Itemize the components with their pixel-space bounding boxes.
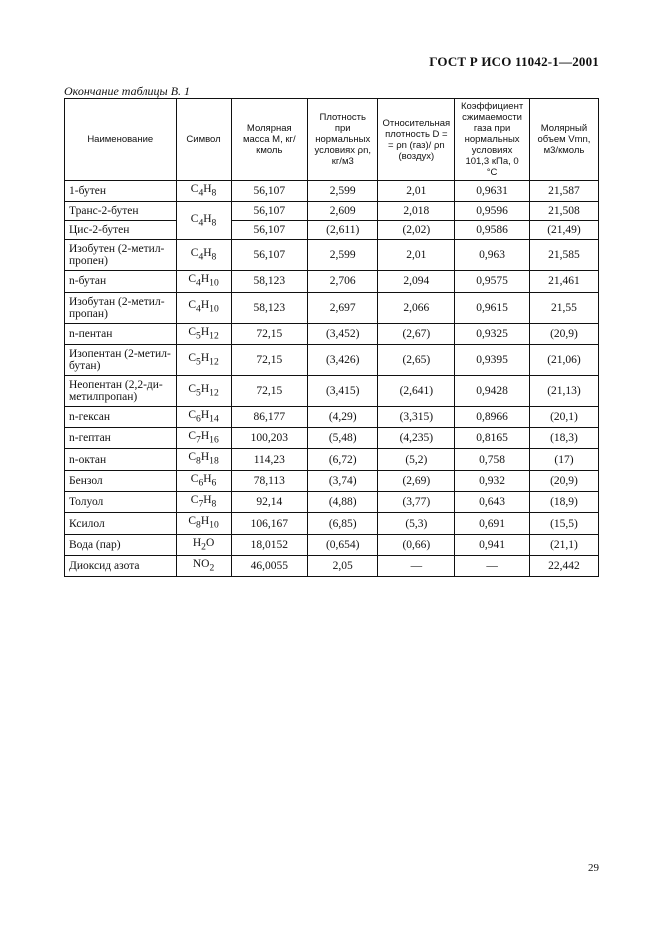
molar-mass-cell: 78,113: [231, 470, 307, 491]
density-cell: (3,74): [307, 470, 378, 491]
table-row: [65, 240, 599, 271]
name-cell: Транс-2-бутен: [65, 202, 177, 221]
column-header-name: Наименование: [65, 99, 177, 181]
molar-mass-cell: 72,15: [231, 344, 307, 375]
relative-density-cell: 2,01: [378, 240, 455, 271]
relative-density-cell: (5,2): [378, 449, 455, 470]
table-row: [65, 470, 599, 491]
name-cell: 1-бутен: [65, 181, 177, 202]
relative-density-cell: 2,018: [378, 202, 455, 221]
compressibility-cell: 0,932: [455, 470, 530, 491]
molar-mass-cell: 100,203: [231, 428, 307, 449]
name-cell: Изобутан (2-метил-пропан): [65, 292, 177, 323]
density-cell: (3,452): [307, 323, 378, 344]
name-cell: Вода (пар): [65, 534, 177, 555]
density-cell: (5,48): [307, 428, 378, 449]
compressibility-cell: 0,691: [455, 513, 530, 534]
symbol-cell: $C_5H_{12}$: [176, 344, 231, 375]
name-cell: n-гептан: [65, 428, 177, 449]
density-cell: 2,05: [307, 555, 378, 576]
table-row: [65, 292, 599, 323]
column-header-relative-density: Относительная плотность D = = ρn (газ)/ ρn (воздух): [378, 99, 455, 181]
density-cell: 2,697: [307, 292, 378, 323]
molar-volume-cell: (20,9): [529, 323, 598, 344]
compressibility-cell: 0,9575: [455, 271, 530, 292]
table-row: [65, 406, 599, 427]
name-cell: n-гексан: [65, 406, 177, 427]
compressibility-cell: 0,8165: [455, 428, 530, 449]
molar-mass-cell: 58,123: [231, 292, 307, 323]
molar-mass-cell: 56,107: [231, 240, 307, 271]
table-row: [65, 344, 599, 375]
density-cell: 2,706: [307, 271, 378, 292]
column-header-molar-volume: Молярный объем Vmn, м3/кмоль: [529, 99, 598, 181]
symbol-cell: $C_8H_{18}$: [176, 449, 231, 470]
density-cell: (3,415): [307, 375, 378, 406]
table-header-row: [65, 99, 599, 181]
symbol-cell: $C_7H_{16}$: [176, 428, 231, 449]
symbol-cell: $C_7H_8$: [176, 492, 231, 513]
molar-mass-cell: 86,177: [231, 406, 307, 427]
molar-mass-cell: 46,0055: [231, 555, 307, 576]
table-row: [65, 271, 599, 292]
relative-density-cell: (2,65): [378, 344, 455, 375]
page-number: 29: [588, 862, 599, 874]
compressibility-cell: 0,9596: [455, 202, 530, 221]
density-cell: (2,611): [307, 221, 378, 240]
symbol-cell: $C_4H_8$: [176, 240, 231, 271]
table-row: [65, 513, 599, 534]
symbol-cell: $C_5H_{12}$: [176, 323, 231, 344]
standard-header: ГОСТ Р ИСО 11042-1—2001: [429, 54, 599, 69]
name-cell: n-бутан: [65, 271, 177, 292]
molar-volume-cell: 21,585: [529, 240, 598, 271]
relative-density-cell: 2,01: [378, 181, 455, 202]
relative-density-cell: (2,67): [378, 323, 455, 344]
properties-table: [64, 98, 599, 577]
molar-volume-cell: (20,9): [529, 470, 598, 491]
relative-density-cell: 2,066: [378, 292, 455, 323]
density-cell: 2,599: [307, 181, 378, 202]
symbol-cell: $C_4H_8$: [176, 202, 231, 240]
name-cell: Толуол: [65, 492, 177, 513]
name-cell: Диоксид азота: [65, 555, 177, 576]
density-cell: 2,609: [307, 202, 378, 221]
table-row: [65, 534, 599, 555]
molar-mass-cell: 106,167: [231, 513, 307, 534]
symbol-cell: $C_4H_8$: [176, 181, 231, 202]
density-cell: (6,72): [307, 449, 378, 470]
density-cell: (6,85): [307, 513, 378, 534]
name-cell: Изопентан (2-метил-бутан): [65, 344, 177, 375]
table-row: [65, 202, 599, 221]
symbol-cell: $H_2O$: [176, 534, 231, 555]
density-cell: (3,426): [307, 344, 378, 375]
table-row: [65, 375, 599, 406]
molar-mass-cell: 56,107: [231, 202, 307, 221]
compressibility-cell: 0,941: [455, 534, 530, 555]
density-cell: (4,88): [307, 492, 378, 513]
relative-density-cell: (2,02): [378, 221, 455, 240]
symbol-cell: $C_5H_{12}$: [176, 375, 231, 406]
compressibility-cell: 0,9586: [455, 221, 530, 240]
name-cell: Ксилол: [65, 513, 177, 534]
molar-volume-cell: (18,9): [529, 492, 598, 513]
column-header-molar-mass: Молярная масса M, кг/кмоль: [231, 99, 307, 181]
compressibility-cell: 0,9615: [455, 292, 530, 323]
name-cell: Изобутен (2-метил-пропен): [65, 240, 177, 271]
molar-volume-cell: (18,3): [529, 428, 598, 449]
relative-density-cell: (4,235): [378, 428, 455, 449]
name-cell: n-пентан: [65, 323, 177, 344]
relative-density-cell: (3,77): [378, 492, 455, 513]
compressibility-cell: 0,9428: [455, 375, 530, 406]
symbol-cell: $C_6H_{14}$: [176, 406, 231, 427]
table-row: [65, 428, 599, 449]
relative-density-cell: (2,69): [378, 470, 455, 491]
symbol-cell: $C_6H_6$: [176, 470, 231, 491]
compressibility-cell: 0,8966: [455, 406, 530, 427]
compressibility-cell: 0,9325: [455, 323, 530, 344]
name-cell: n-октан: [65, 449, 177, 470]
table-row: [65, 323, 599, 344]
molar-volume-cell: (20,1): [529, 406, 598, 427]
relative-density-cell: (0,66): [378, 534, 455, 555]
relative-density-cell: —: [378, 555, 455, 576]
table-row: [65, 555, 599, 576]
molar-mass-cell: 56,107: [231, 221, 307, 240]
compressibility-cell: 0,758: [455, 449, 530, 470]
molar-mass-cell: 56,107: [231, 181, 307, 202]
column-header-compressibility: Коэффициент сжимаемости газа при нормальных условиях 101,3 кПа, 0 °C: [455, 99, 530, 181]
symbol-cell: $C_4H_{10}$: [176, 271, 231, 292]
molar-volume-cell: (21,06): [529, 344, 598, 375]
relative-density-cell: (2,641): [378, 375, 455, 406]
molar-volume-cell: (21,1): [529, 534, 598, 555]
molar-mass-cell: 18,0152: [231, 534, 307, 555]
molar-mass-cell: 114,23: [231, 449, 307, 470]
density-cell: 2,599: [307, 240, 378, 271]
compressibility-cell: —: [455, 555, 530, 576]
compressibility-cell: 0,9395: [455, 344, 530, 375]
molar-mass-cell: 58,123: [231, 271, 307, 292]
molar-volume-cell: 21,55: [529, 292, 598, 323]
symbol-cell: $NO_2$: [176, 555, 231, 576]
molar-volume-cell: 21,587: [529, 181, 598, 202]
relative-density-cell: (5,3): [378, 513, 455, 534]
symbol-cell: $C_8H_{10}$: [176, 513, 231, 534]
name-cell: Неопентан (2,2-ди-метилпропан): [65, 375, 177, 406]
molar-volume-cell: 22,442: [529, 555, 598, 576]
table-caption: Окончание таблицы В. 1: [64, 84, 191, 98]
molar-volume-cell: (21,49): [529, 221, 598, 240]
name-cell: Цис-2-бутен: [65, 221, 177, 240]
molar-mass-cell: 92,14: [231, 492, 307, 513]
column-header-symbol: Символ: [176, 99, 231, 181]
table-row: [65, 181, 599, 202]
table-row: [65, 492, 599, 513]
name-cell: Бензол: [65, 470, 177, 491]
relative-density-cell: (3,315): [378, 406, 455, 427]
table-row: [65, 221, 599, 240]
molar-volume-cell: 21,508: [529, 202, 598, 221]
symbol-cell: $C_4H_{10}$: [176, 292, 231, 323]
table-row: [65, 449, 599, 470]
molar-volume-cell: (17): [529, 449, 598, 470]
relative-density-cell: 2,094: [378, 271, 455, 292]
density-cell: (4,29): [307, 406, 378, 427]
molar-volume-cell: (15,5): [529, 513, 598, 534]
molar-volume-cell: (21,13): [529, 375, 598, 406]
column-header-density: Плотность при нормальных условиях ρn, кг/м3: [307, 99, 378, 181]
molar-mass-cell: 72,15: [231, 323, 307, 344]
molar-mass-cell: 72,15: [231, 375, 307, 406]
density-cell: (0,654): [307, 534, 378, 555]
compressibility-cell: 0,963: [455, 240, 530, 271]
compressibility-cell: 0,643: [455, 492, 530, 513]
compressibility-cell: 0,9631: [455, 181, 530, 202]
molar-volume-cell: 21,461: [529, 271, 598, 292]
